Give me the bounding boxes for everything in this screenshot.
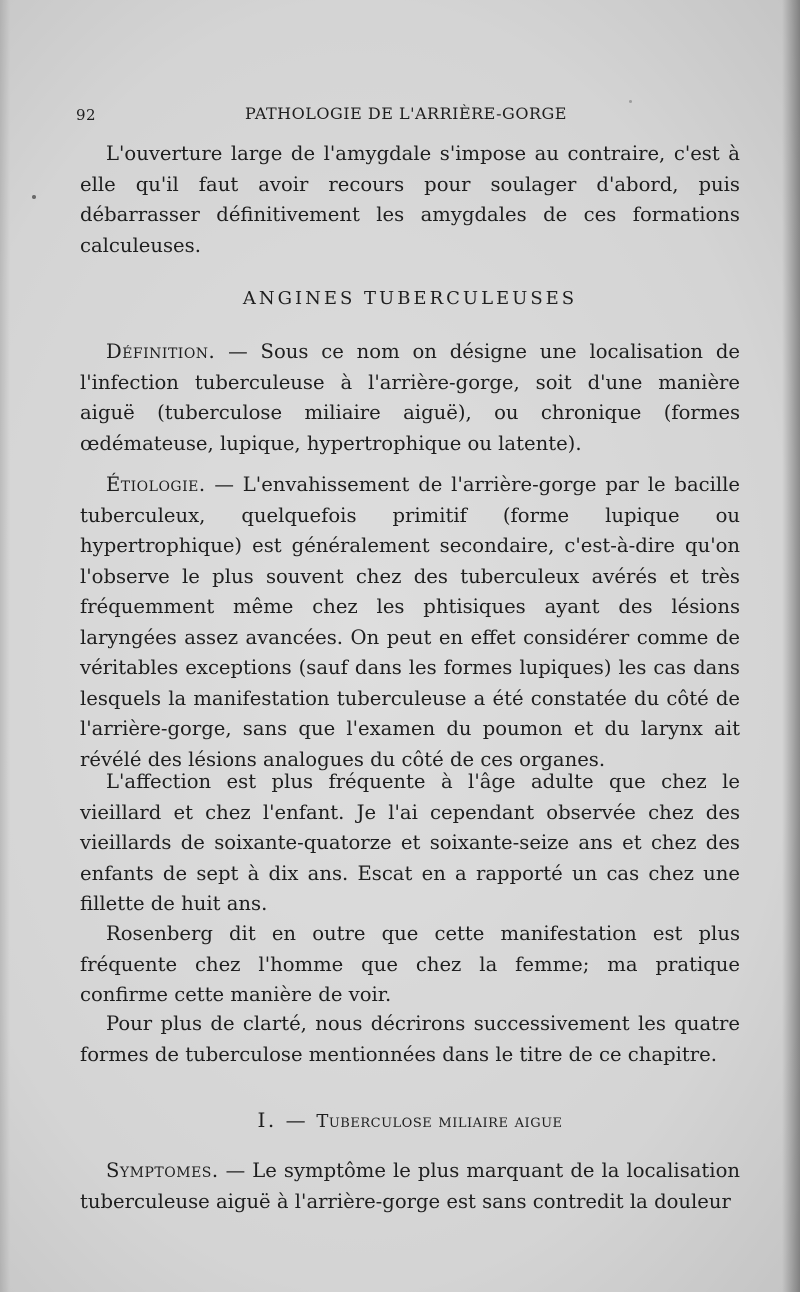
subsection-title — [80, 1108, 740, 1132]
section-title: ANGINES TUBERCULEUSES — [242, 288, 578, 309]
definition-text: — Sous ce nom on désigne une localisation de l'infection tuberculeuse à l'arrière-gorge, soit d'une manière aiguë (tuberculose miliaire aiguë), ou chronique (formes œdémateuse, lupique, hypertrophique ou latente). — [80, 340, 740, 455]
ink-speck — [629, 100, 632, 103]
symptomes-label: Symptomes. — [106, 1159, 219, 1182]
etiologie-label: Étiologie. — [106, 473, 206, 496]
subsection-title-text: Tuberculose miliaire aigue — [316, 1111, 563, 1132]
symptomes-paragraph — [80, 1156, 740, 1217]
page-header — [76, 104, 736, 130]
affection-paragraph: L'affection est plus fréquente à l'âge adulte que chez le vieillard et chez l'enfant. Je l'ai cependant observée chez des vieillards de soixante-quatorze et soixante-seize ans et chez des enfants de sept à dix ans. Escat en a rapporté un cas chez une fillette de huit ans. — [80, 770, 740, 915]
intro-paragraph: L'ouverture large de l'amygdale s'impose au contraire, c'est à elle qu'il faut avoir recours pour soulager d'abord, puis débarrasser définitivement les amygdales de ces formations calculeuses. — [80, 142, 740, 257]
page-number: 92 — [76, 106, 97, 124]
etiologie-text: — L'envahissement de l'arrière-gorge par le bacille tuberculeux, quelquefois primitif (forme lupique ou hypertrophique) est généralement secondaire, c'est-à-dire qu'on l'observe le plus souvent chez des tuberculeux avérés et très fréquemment même chez les phtisiques ayant des lésions laryngées assez avancées. On peut en effet considérer comme de véritables exceptions (sauf dans les formes lupiques) les cas dans lesquels la manifestation tuberculeuse a été constatée du côté de l'arrière-gorge, sans que l'examen du poumon et du larynx ait révélé des lésions analogues du côté de ces organes. — [80, 473, 740, 771]
clarte-paragraph: Pour plus de clarté, nous décrirons successivement les quatre formes de tuberculose mentionnées dans le titre de ce chapitre. — [80, 1012, 740, 1066]
definition-paragraph — [80, 337, 740, 459]
page-shadow-left — [0, 0, 10, 1292]
page-shadow-right — [782, 0, 800, 1292]
ink-speck — [32, 195, 36, 199]
symptomes-text: — Le symptôme le plus marquant de la localisation tuberculeuse aiguë à l'arrière-gorge est sans contredit la douleur — [80, 1159, 740, 1213]
running-head: PATHOLOGIE DE L'ARRIÈRE-GORGE — [245, 104, 567, 123]
rosenberg-paragraph: Rosenberg dit en outre que cette manifestation est plus fréquente chez l'homme que chez la femme; ma pratique confirme cette manière de voir. — [80, 922, 740, 1006]
definition-label: Définition. — [106, 340, 216, 363]
subsection-number: I. — — [257, 1108, 309, 1132]
etiologie-paragraph — [80, 470, 740, 775]
